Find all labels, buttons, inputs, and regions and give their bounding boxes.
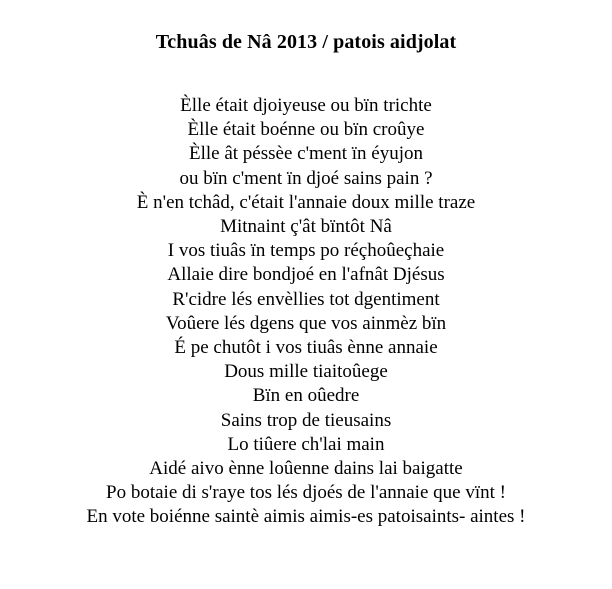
poem-line: Voûere lés dgens que vos ainmèz bïn [165, 312, 447, 334]
poem-line: En vote boiénne saintè aimis aimis-es patoisaints- aintes ! [86, 506, 526, 528]
poem-body [0, 94, 612, 530]
poem-line: I vos tiuâs ïn temps po réçhoûeçhaie [167, 240, 445, 262]
poem-line: Po botaie di s'raye tos lés djoés de l'annaie que vïnt ! [106, 482, 506, 504]
poem-line: ou bïn c'ment ïn djoé sains pain ? [179, 167, 433, 189]
poem-line: É pe chutôt i vos tiuâs ènne annaie [174, 337, 438, 359]
poem-line: È n'en tchâd, c'était l'annaie doux mille traze [136, 191, 476, 213]
poem-line: Èlle était boénne ou bïn croûye [187, 119, 425, 141]
poem-line: Mitnaint ç'ât bïntôt Nâ [220, 216, 392, 238]
poem-title: Tchuâs de Nâ 2013 / patois aidjolat [155, 31, 457, 53]
poem-line: Sains trop de tieusains [220, 409, 392, 431]
poem-line: Aidé aivo ènne loûenne dains lai baigatte [149, 458, 463, 480]
poem-line: Èlle ât péssèe c'ment ïn éyujon [189, 143, 423, 165]
poem-line: Dous mille tiaitoûege [224, 361, 388, 383]
poem-line: Èlle était djoiyeuse ou bïn trichte [180, 95, 432, 116]
poem-line: Lo tiûere ch'lai main [227, 433, 385, 455]
poem-line: R'cidre lés envèllies tot dgentiment [172, 288, 440, 310]
poem-line: Allaie dire bondjoé en l'afnât Djésus [167, 264, 445, 286]
poem-line: Bïn en oûedre [252, 385, 360, 407]
